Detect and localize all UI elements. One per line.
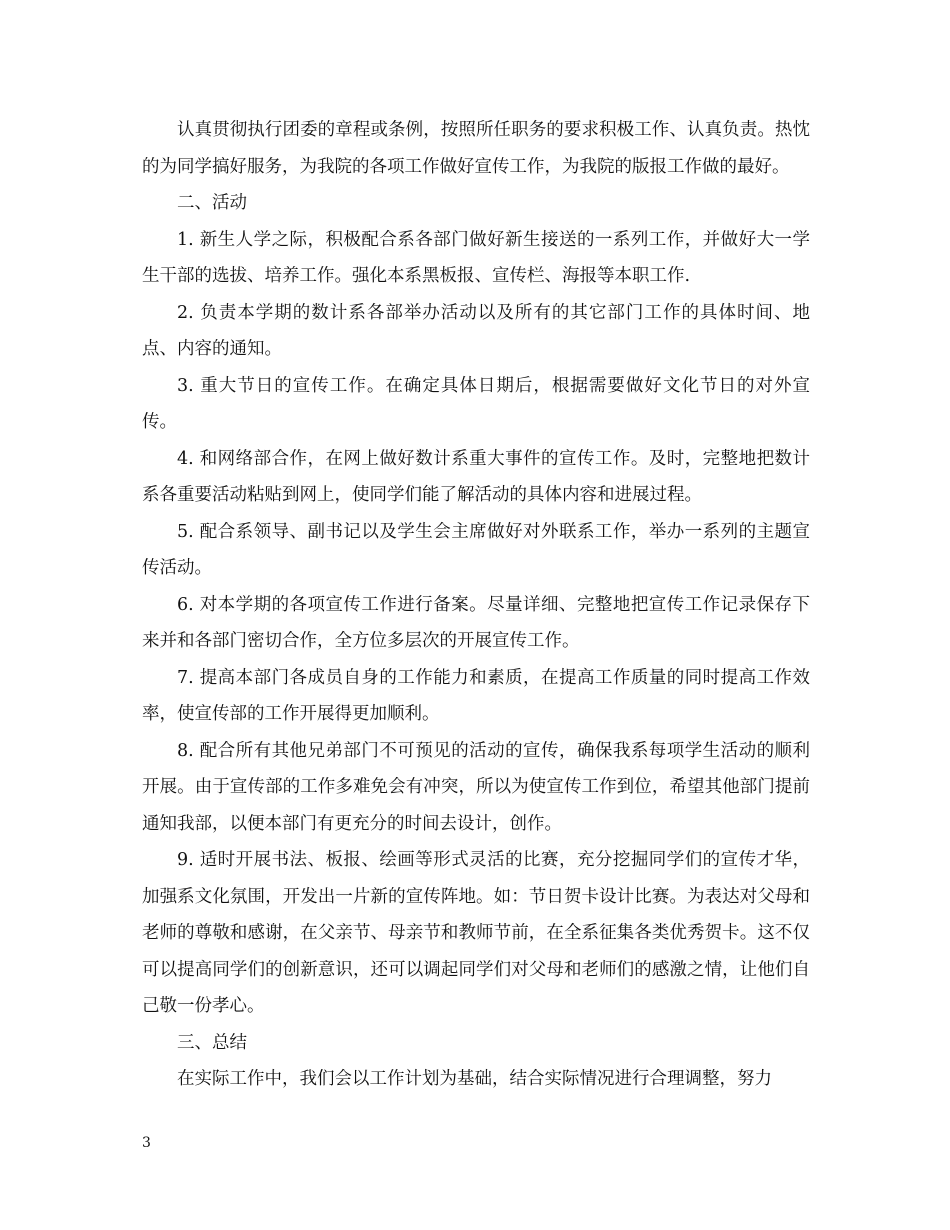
- activity-item-8: 8. 配合所有其他兄弟部门不可预见的活动的宣传，确保我系每项学生活动的顺利开展。由于宣传部的工作多难免会有冲突，所以为使宣传工作到位，希望其他部门提前通知我部，以便本部门有更充分的时间去设计，创作。: [142, 740, 810, 834]
- activity-item-9: 9. 适时开展书法、板报、绘画等形式灵活的比赛，充分挖掘同学们的宣传才华，加强系文化氛围，开发出一片新的宣传阵地。如：节日贺卡设计比赛。为表达对父母和老师的尊敬和感谢，在父亲节、母亲节和教师节前，在全系征集各类优秀贺卡。这不仅可以提高同学们的创新意识，还可以调起同学们对父母和老师们的感激之情，让他们自己敬一份孝心。: [142, 850, 810, 1016]
- activity-item-1: 1. 新生人学之际，积极配合系各部门做好新生接送的一系列工作，并做好大一学生干部的选拔、培养工作。强化本系黑板报、宣传栏、海报等本职工作.: [142, 229, 810, 286]
- activity-item-6: 6. 对本学期的各项宣传工作进行备案。尽量详细、完整地把宣传工作记录保存下来并和各部门密切合作，全方位多层次的开展宣传工作。: [142, 594, 810, 651]
- activity-item-5: 5. 配合系领导、副书记以及学生会主席做好对外联系工作，举办一系列的主题宣传活动。: [142, 521, 810, 578]
- section-heading-activities: 二、活动: [177, 193, 247, 213]
- document-body: [142, 112, 810, 1098]
- section-heading-summary: 三、总结: [177, 1032, 247, 1053]
- activity-item-4: 4. 和网络部合作，在网上做好数计系重大事件的宣传工作。及时，完整地把数计系各重要活动粘贴到网上，使同学们能了解活动的具体内容和进展过程。: [142, 448, 810, 505]
- page-number: 3: [142, 1135, 151, 1151]
- intro-paragraph: 认真贯彻执行团委的章程或条例，按照所任职务的要求积极工作、认真负责。热忱的为同学搞好服务，为我院的各项工作做好宣传工作，为我院的版报工作做的最好。: [142, 120, 810, 177]
- summary-paragraph: 在实际工作中，我们会以工作计划为基础，结合实际情况进行合理调整，努力: [177, 1069, 772, 1089]
- activity-item-7: 7. 提高本部门各成员自身的工作能力和素质，在提高工作质量的同时提高工作效率，使宣传部的工作开展得更加顺利。: [142, 667, 810, 724]
- activity-item-3: 3. 重大节日的宣传工作。在确定具体日期后，根据需要做好文化节日的对外宣传。: [142, 375, 810, 432]
- activity-item-2: 2. 负责本学期的数计系各部举办活动以及所有的其它部门工作的具体时间、地点、内容的通知。: [142, 302, 810, 359]
